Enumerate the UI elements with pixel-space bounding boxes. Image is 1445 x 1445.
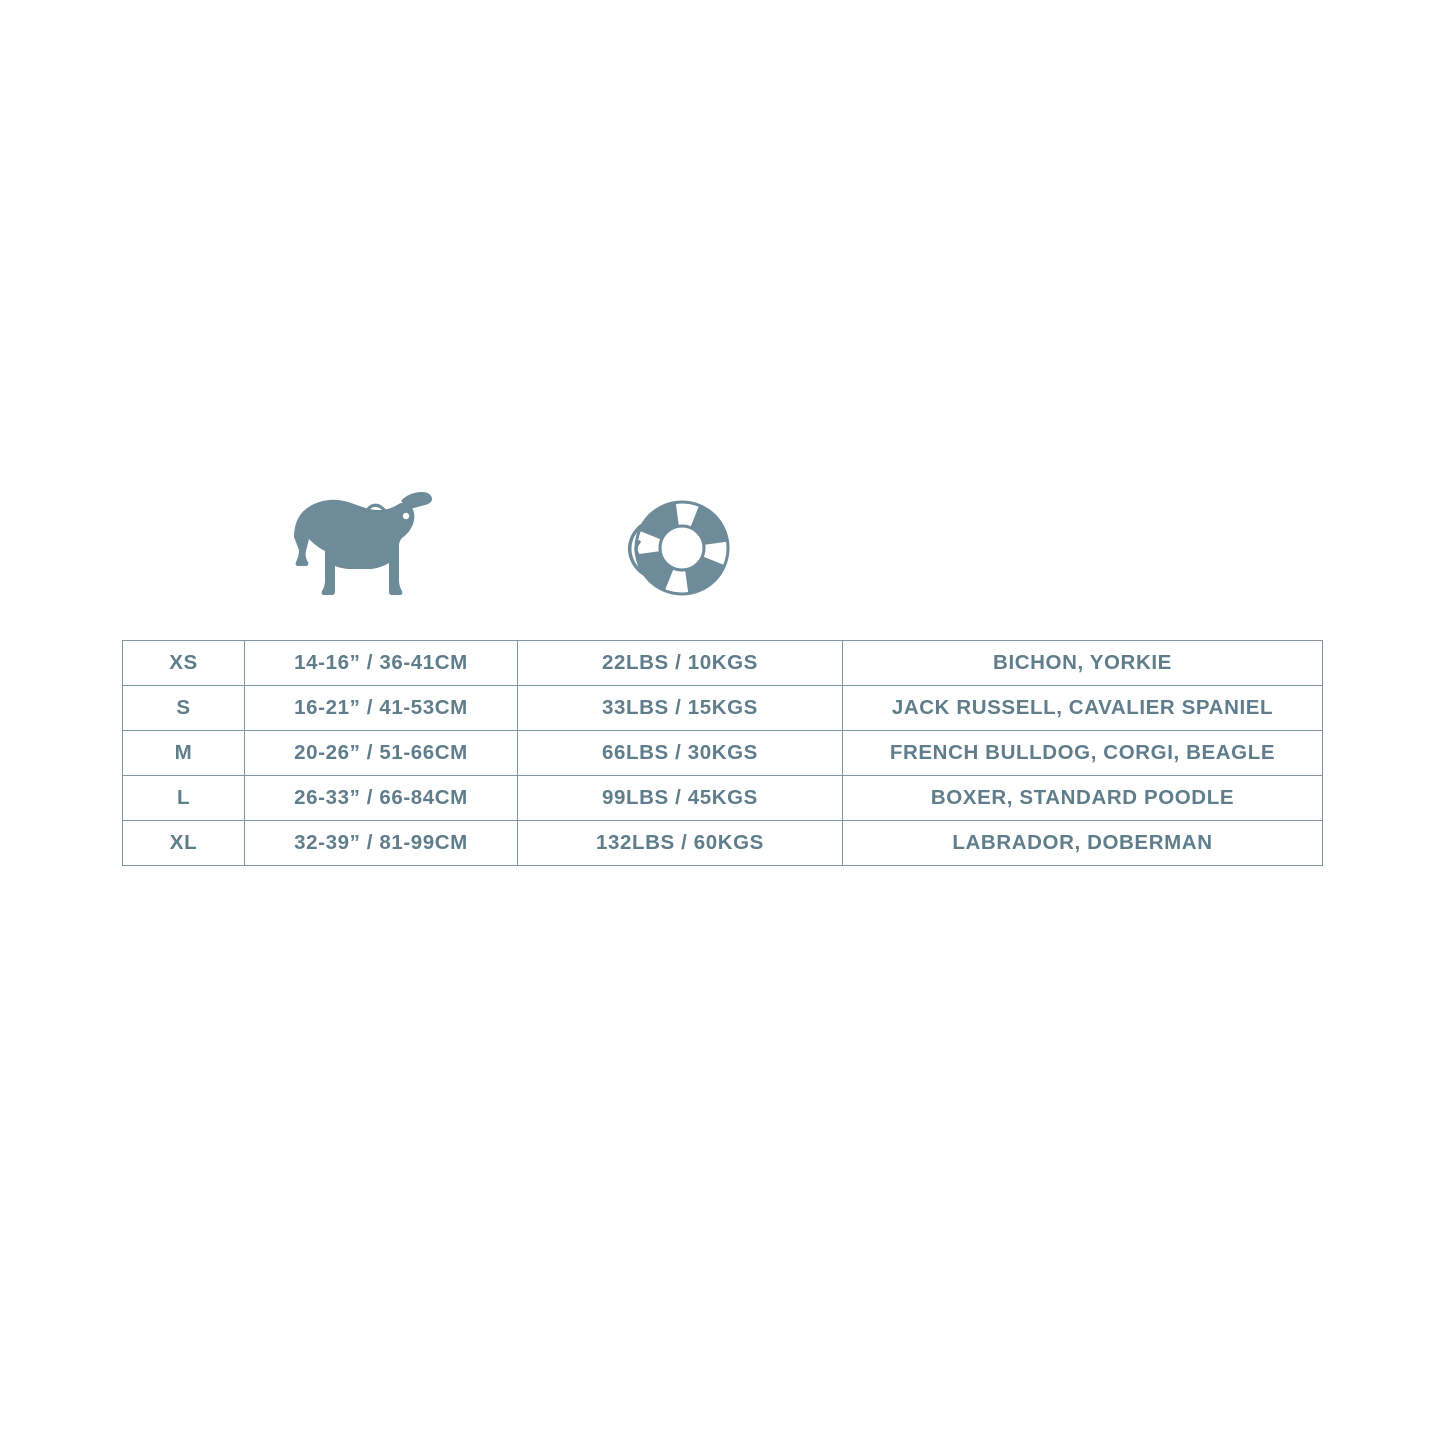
icon-row xyxy=(122,480,1322,620)
cell-size: L xyxy=(123,776,245,821)
table-row xyxy=(123,821,1323,866)
cell-weight: 99LBS / 45KGS xyxy=(518,776,843,821)
cell-neck: 14-16” / 36-41CM xyxy=(245,641,518,686)
cell-neck: 32-39” / 81-99CM xyxy=(245,821,518,866)
cell-neck: 20-26” / 51-66CM xyxy=(245,731,518,776)
cell-breeds: LABRADOR, DOBERMAN xyxy=(843,821,1323,866)
table-row xyxy=(123,641,1323,686)
cell-weight: 66LBS / 30KGS xyxy=(518,731,843,776)
life-ring-icon xyxy=(617,490,747,610)
size-chart-table xyxy=(122,640,1323,866)
cell-size: M xyxy=(123,731,245,776)
cell-weight: 22LBS / 10KGS xyxy=(518,641,843,686)
cell-breeds: BOXER, STANDARD POODLE xyxy=(843,776,1323,821)
table-row xyxy=(123,731,1323,776)
cell-breeds: JACK RUSSELL, CAVALIER SPANIEL xyxy=(843,686,1323,731)
cell-size: XL xyxy=(123,821,245,866)
cell-size: XS xyxy=(123,641,245,686)
dog-with-collar-icon xyxy=(282,485,462,610)
table-row xyxy=(123,776,1323,821)
cell-breeds: FRENCH BULLDOG, CORGI, BEAGLE xyxy=(843,731,1323,776)
cell-neck: 16-21” / 41-53CM xyxy=(245,686,518,731)
cell-weight: 33LBS / 15KGS xyxy=(518,686,843,731)
cell-weight: 132LBS / 60KGS xyxy=(518,821,843,866)
cell-neck: 26-33” / 66-84CM xyxy=(245,776,518,821)
cell-breeds: BICHON, YORKIE xyxy=(843,641,1323,686)
cell-size: S xyxy=(123,686,245,731)
table-row xyxy=(123,686,1323,731)
